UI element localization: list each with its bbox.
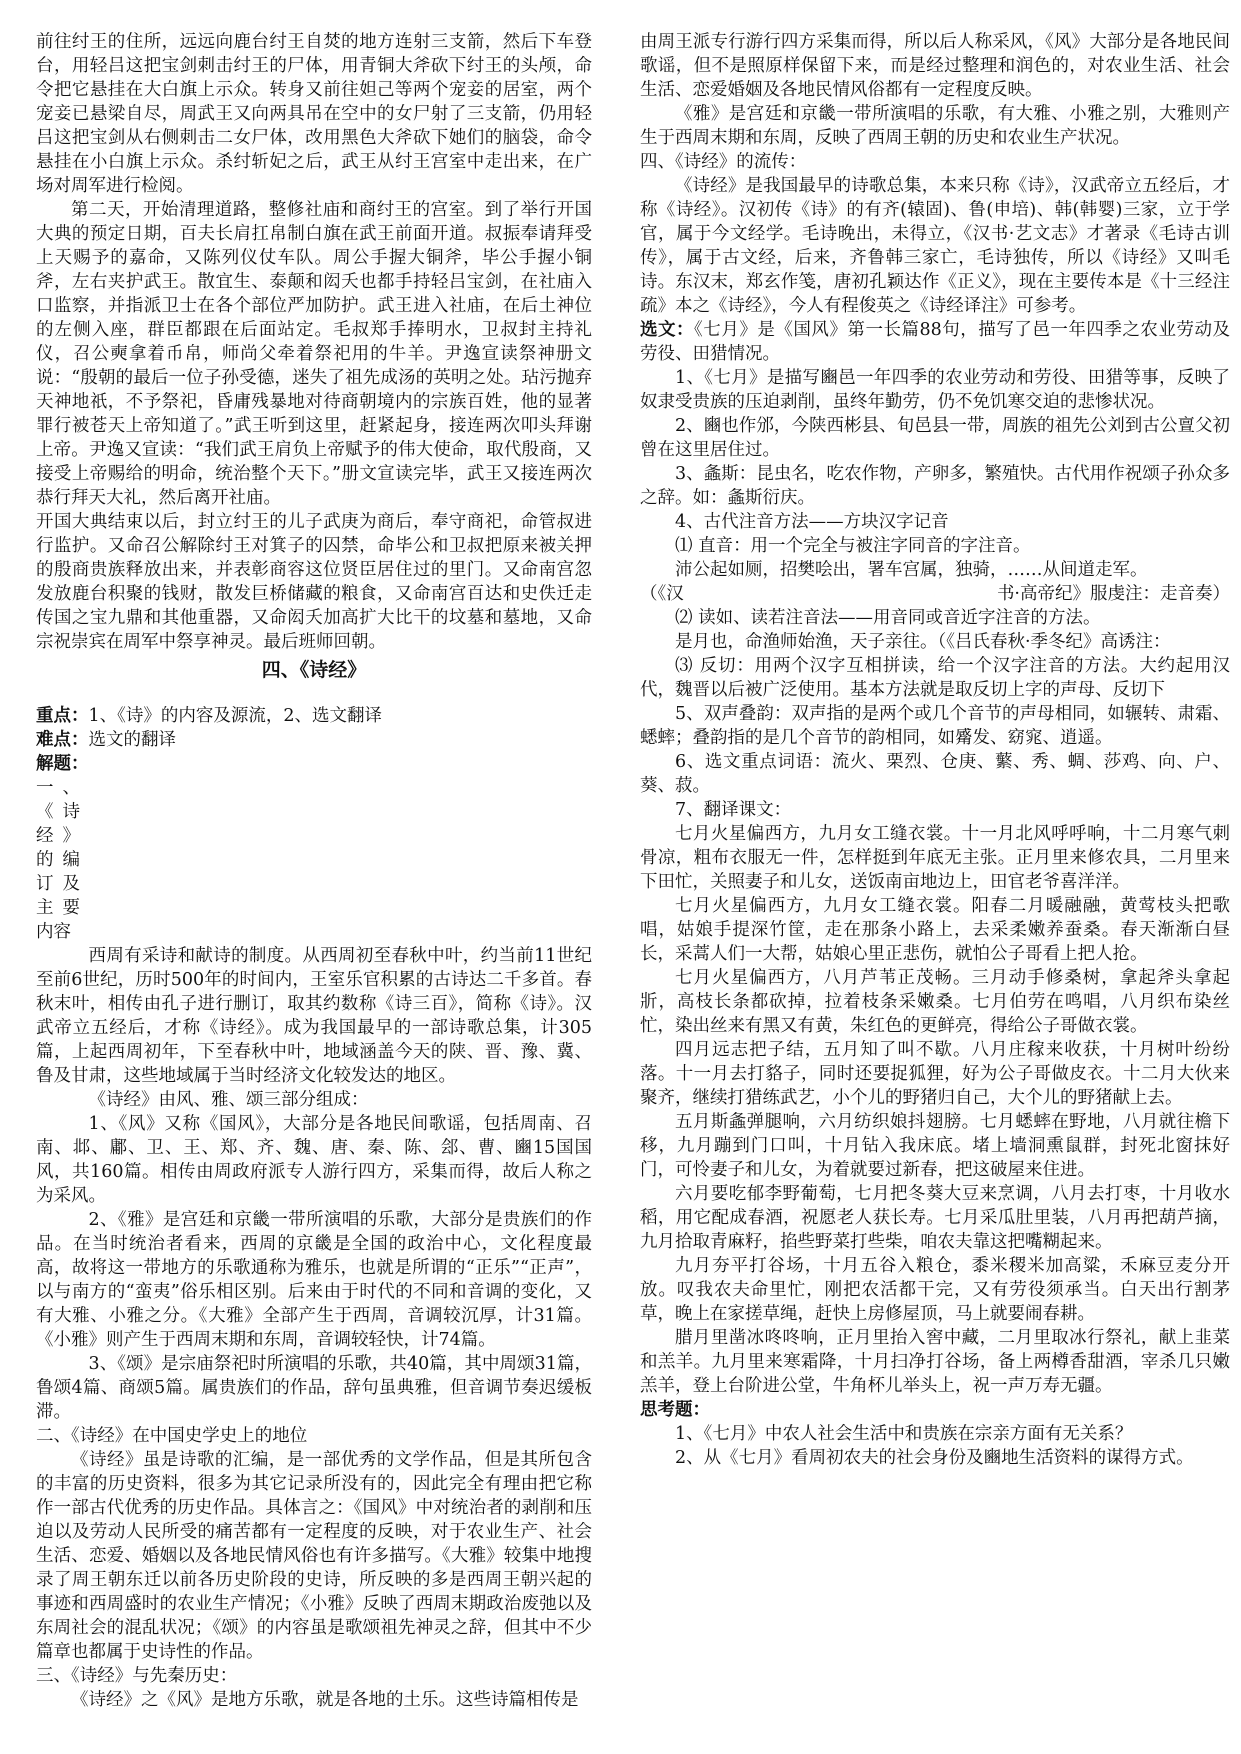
- solution-label: 解题：: [36, 754, 89, 774]
- note: 7、翻译课文：: [675, 800, 792, 820]
- example: 沛公起如厕，招樊哙出，署车宫属，独骑，……从间道走军。: [675, 560, 1148, 580]
- note-item: ⑵ 读如、读若注音法——用音同或音近字注音的方法。: [675, 608, 1101, 628]
- paragraph: 2、《雅》是宫廷和京畿一带所演唱的乐歌，大部分是贵族们的作品。在当时统治者看来，西周的京畿是全国的政治中心，文化程度最高，故将这一带地方的乐歌通称为雅乐，也就是所谓的“正乐”“正声”，以与南方的“蛮夷”俗乐相区别。后来由于时代的不同和音调的变化，又有大雅、小雅之分。《大雅》全部产生于西周，音调较沉厚，计31篇。《小雅》则产生于西周末期和东周，音调较轻快，计74篇。: [36, 1210, 592, 1350]
- example-source: [640, 582, 1230, 606]
- paragraph: 《诗经》之《风》是地方乐歌，就是各地的土乐。这些诗篇相传是: [71, 1690, 579, 1710]
- section-title: 四、《诗经》: [261, 659, 367, 681]
- note-item: ⑴ 直音：用一个完全与被注字同音的字注音。: [675, 536, 1031, 556]
- right-column: [640, 30, 1230, 1470]
- subsection-heading: 四、《诗经》的流传：: [640, 152, 807, 172]
- translation: 五月斯螽弹腿响，六月纺织娘抖翅膀。七月蟋蟀在野地，八月就往檐下移，九月蹦到门口叫，十月钻入我床底。堵上墙洞熏鼠群，封死北窗抹好门，可怜妻子和儿女，为着就要过新春，把这破屋来住进。: [640, 1112, 1230, 1180]
- paragraph: 1、《风》又称《国风》，大部分是各地民间歌谣，包括周南、召南、邶、鄘、卫、王、郑、齐、魏、唐、秦、陈、郐、曹、豳15国国风，共160篇。相传由周政府派专人游行四方，采集而得，故后人称之为采风。: [36, 1114, 592, 1206]
- paragraph: 第二天，开始清理道路，整修社庙和商纣王的宫室。到了举行开国大典的预定日期，百夫长肩扛帛制白旗在武王前面开道。叔振奉请拜受上天赐予的嘉命，又陈列仪仗车队。周公手握大铜斧，毕公手握小铜斧，左右夹护武王。散宜生、泰颠和闳夭也都手持轻吕宝剑，在社庙入口监察，并指派卫士在各个部位严加防护。武王进入社庙，在后土神位的左侧入座，群臣都跟在后面站定。毛叔郑手捧明水，卫叔封主持礼仪，召公奭拿着币帛，师尚父牵着祭祀用的牛羊。尹逸宣读祭神册文说：“殷朝的最后一位子孙受德，迷失了祖先成汤的英明之处。玷污抛弃天神地祇，不予祭祀，昏庸残暴地对待商朝境内的宗族百姓，他的显著罪行被苍天上帝知道了。”武王听到这里，赶紧起身，接连两次叩头拜谢上帝。尹逸又宣读：“我们武王肩负上帝赋予的伟大使命，取代殷商，又接受上帝赐给的明命，统治整个天下。”册文宣读完毕，武王又接连两次恭行拜天大礼，然后离开社庙。: [36, 200, 592, 508]
- selection-text: 《七月》是《国风》第一长篇88句，描写了邑一年四季之农业劳动及劳役、田猎情况。: [640, 320, 1230, 364]
- paragraph: 3、《颂》是宗庙祭祀时所演唱的乐歌，共40篇，其中周颂31篇，鲁颂4篇、商颂5篇。属贵族们的作品，辞句虽典雅，但音调节奏迟缓板滞。: [36, 1354, 592, 1422]
- source-left: （《汉: [640, 584, 684, 604]
- paragraph: 前往纣王的住所，远远向鹿台纣王自焚的地方连射三支箭，然后下车登台，用轻吕这把宝剑刺击纣王的尸体，用青铜大斧砍下纣王的头颅，命令把它悬挂在大白旗上示众。转身又前往妲己等两个宠妾的居室，两个宠妾已悬梁自尽，周武王又向两具吊在空中的女尸射了三支箭，仍用轻吕这把宝剑从右侧刺击二女尸体，改用黑色大斧砍下她们的脑袋，命令悬挂在小白旗上示众。杀纣斩妃之后，武王从纣王宫室中走出来，在广场对周军进行检阅。: [36, 32, 592, 196]
- note-item: ⑶ 反切：用两个汉字互相拼读，给一个汉字注音的方法。大约起用汉代，魏晋以后被广泛使用。基本方法就是取反切上字的声母、反切下: [640, 656, 1230, 700]
- subsection-heading: 三、《诗经》与先秦历史：: [36, 1666, 238, 1686]
- paragraph: 《雅》是宫廷和京畿一带所演唱的乐歌，有大雅、小雅之别，大雅则产生于西周末期和东周，反映了西周王朝的历史和农业生产状况。: [640, 104, 1230, 148]
- questions-label: 思考题：: [640, 1400, 710, 1420]
- difficulty: [36, 728, 592, 752]
- left-column: [36, 30, 592, 1712]
- question: 2、从《七月》看周初农夫的社会身份及豳地生活资料的谋得方式。: [675, 1448, 1194, 1468]
- translation: 六月要吃郁李野葡萄，七月把冬葵大豆来烹调，八月去打枣，十月收水稻，用它配成春酒，祝愿老人获长寿。七月采瓜肚里装，八月再把葫芦摘，九月拾取青麻籽，掐些野菜打些柴，咱农夫靠这把嘴糊起来。: [640, 1184, 1230, 1252]
- note: 3、螽斯：昆虫名，吃农作物，产卵多，繁殖快。古代用作祝颂子孙众多之辞。如：螽斯衍庆。: [640, 464, 1230, 508]
- paragraph: 《诗经》由风、雅、颂三部分组成：: [88, 1090, 369, 1110]
- paragraph: 由周王派专行游行四方采集而得，所以后人称采风，《风》大部分是各地民间歌谣，但不是照原样保留下来，而是经过整理和润色的，对农业生活、社会生活、恋爱婚姻及各地民情风俗都有一定程度反映。: [640, 32, 1230, 100]
- subsection-heading: 一、《诗经》的编订及主要内容: [36, 778, 80, 942]
- note: 5、双声叠韵：双声指的是两个或几个音节的声母相同，如辗转、肃霜、蟋蟀；叠韵指的是几个音节的韵相同，如觱发、窈窕、逍遥。: [640, 704, 1230, 748]
- translation: 腊月里凿冰咚咚响，正月里抬入窖中藏，二月里取冰行祭礼，献上韭菜和羔羊。九月里来寒霜降，十月扫净打谷场，备上两樽香甜酒，宰杀几只嫩羔羊，登上台阶进公堂，牛角杯儿举头上，祝一声万寿无疆。: [640, 1328, 1230, 1396]
- translation: 七月火星偏西方，九月女工缝衣裳。阳春二月暖融融，黄莺枝头把歌唱，姑娘手提深竹筐，走在那条小路上，去采柔嫩养蚕桑。春天渐渐白昼长，采蒿人们一大帮，姑娘心里正悲伤，就怕公子哥看上把人抢。: [640, 896, 1230, 964]
- note: 2、豳也作邠，今陕西彬县、旬邑县一带，周族的祖先公刘到古公亶父初曾在这里居住过。: [640, 416, 1230, 460]
- subsection-heading: 二、《诗经》在中国史学史上的地位: [36, 1426, 308, 1446]
- selection: [640, 318, 1230, 366]
- key-label: 重点：: [36, 706, 89, 726]
- paragraph: 《诗经》虽是诗歌的汇编，是一部优秀的文学作品，但是其所包含的丰富的历史资料，很多为其它记录所没有的，因此完全有理由把它称作一部古代优秀的历史作品。具体言之：《国风》中对统治者的剥削和压迫以及劳动人民所受的痛苦都有一定程度的反映，对于农业生产、社会生活、恋爱、婚姻以及各地民情风俗也有许多描写。《大雅》较集中地搜录了周王朝东迁以前各历史阶段的史诗，所反映的多是西周王朝兴起的事迹和西周盛时的农业生产情况；《小雅》反映了西周末期政治废弛以及东周社会的混乱状况；《颂》的内容虽是歌颂祖先神灵之辞，但其中不少篇章也都属于史诗性的作品。: [36, 1450, 592, 1662]
- selection-label: 选文：: [640, 320, 695, 340]
- paragraph: 《诗经》是我国最早的诗歌总集，本来只称《诗》，汉武帝立五经后，才称《诗经》。汉初传《诗》的有齐(辕固)、鲁(申培)、韩(韩婴)三家，立于学官，属于今文经学。毛诗晚出，未得立，《汉书·艺文志》才著录《毛诗古训传》，属于古文经，后来，齐鲁韩三家亡，毛诗独传，所以《诗经》又叫毛诗。东汉末，郑玄作笺，唐初孔颖达作《正义》，现在主要传本是《十三经注疏》本之《诗经》，今人有程俊英之《诗经译注》可参考。: [640, 176, 1230, 316]
- example: 是月也，命渔师始渔，天子亲往。（《吕氏春秋·季冬纪》高诱注：: [675, 632, 1171, 652]
- translation: 九月夯平打谷场，十月五谷入粮仓，黍米稷米加高粱，禾麻豆麦分开放。叹我农夫命里忙，刚把农活都干完，又有劳役须承当。白天出行割茅草，晚上在家搓草绳，赶快上房修屋顶，马上就要闹春耕。: [640, 1256, 1230, 1324]
- difficulty-text: 选文的翻译: [88, 730, 176, 750]
- translation: 七月火星偏西方，九月女工缝衣裳。十一月北风呼呼响，十二月寒气刺骨凉，粗布衣服无一件，怎样挺到年底无主张。正月里来修农具，二月里来下田忙，关照妻子和儿女，送饭南亩地边上，田官老爷喜洋洋。: [640, 824, 1230, 892]
- paragraph: 开国大典结束以后，封立纣王的儿子武庚为商后，奉守商祀，命管叔进行监护。又命召公解除纣王对箕子的囚禁，命毕公和卫叔把原来被关押的殷商贵族释放出来，并表彰商容这位贤臣居住过的里门。又命南宫忽发放鹿台积聚的钱财，散发巨桥储藏的粮食，又命南宫百达和史佚迁走传国之宝九鼎和其他重器，又命闳夭加高扩大比干的坟墓和墓地，又命宗祝崇宾在周军中祭享神灵。最后班师回朝。: [36, 512, 592, 652]
- paragraph: 西周有采诗和献诗的制度。从西周初至春秋中叶，约当前11世纪至前6世纪，历时500年的时间内，王室乐官积累的古诗达二千多首。春秋末叶，相传由孔子进行删订，取其约数称《诗三百》，简称《诗》。汉武帝立五经后，才称《诗经》。成为我国最早的一部诗歌总集，计305篇，上起西周初年，下至春秋中叶，地域涵盖今天的陕、晋、豫、冀、鲁及甘肃，这些地域属于当时经济文化较发达的地区。: [36, 946, 592, 1086]
- key-points: [36, 704, 592, 728]
- difficulty-label: 难点：: [36, 730, 89, 750]
- subsection-spacer: [94, 776, 592, 944]
- note: 1、《七月》是描写豳邑一年四季的农业劳动和劳役、田猎等事，反映了奴隶受贵族的压迫剥削，虽终年勤劳，仍不免饥寒交迫的悲惨状况。: [640, 368, 1230, 412]
- note: 4、古代注音方法——方块汉字记音: [675, 512, 949, 532]
- source-right: 书·高帝纪》服虔注：走音奏）: [996, 584, 1230, 604]
- key-text: 1、《诗》的内容及源流，2、选文翻译: [88, 706, 383, 726]
- subsection-one: [36, 776, 592, 944]
- translation: 七月火星偏西方，八月芦苇正茂畅。三月动手修桑树，拿起斧头拿起斨，高枝长条都砍掉，拉着枝条采嫩桑。七月伯劳在鸣唱，八月织布染丝忙，染出丝来有黑又有黄，朱红色的更鲜亮，得给公子哥做衣裳。: [640, 968, 1230, 1036]
- translation: 四月远志把子结，五月知了叫不歇。八月庄稼来收获，十月树叶纷纷落。十一月去打貉子，同时还要捉狐狸，好为公子哥做皮衣。十二月大伙来聚齐，继续打猎练武艺，小个儿的野猪归自己，大个儿的野猪献上去。: [640, 1040, 1230, 1108]
- note: 6、选文重点词语：流火、栗烈、仓庚、蘩、秀、蜩、莎鸡、向、户、葵、菽。: [640, 752, 1230, 796]
- question: 1、《七月》中农人社会生活中和贵族在宗亲方面有无关系？: [675, 1424, 1133, 1444]
